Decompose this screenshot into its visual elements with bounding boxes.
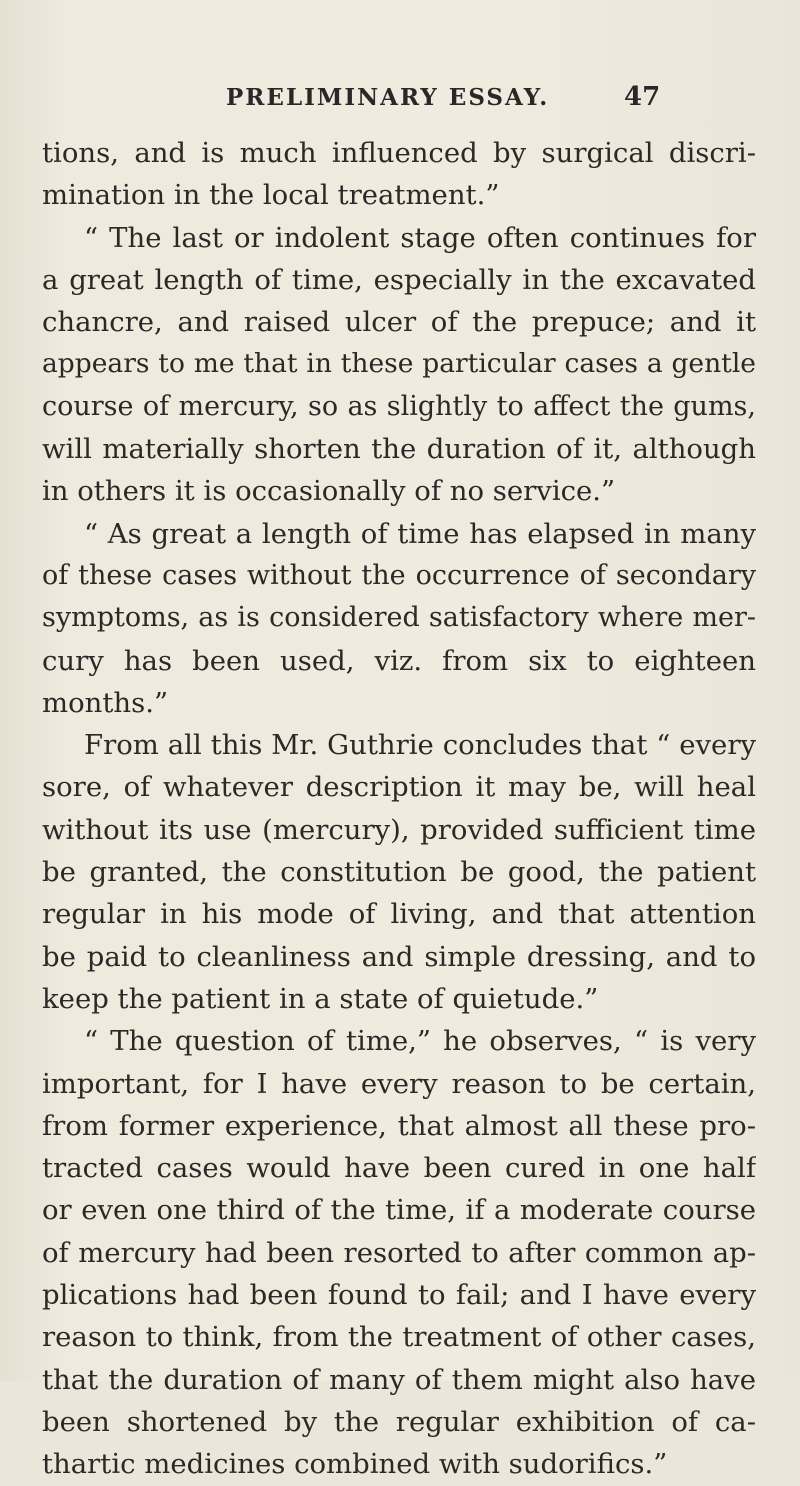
text-line: important, for I have every reason to be certain, <box>42 1067 756 1100</box>
text-line: of these cases without the occurrence of secondary <box>42 559 756 591</box>
text-line: been shortened by the regular exhibition of ca- <box>42 1405 756 1438</box>
text-line: “ The question of time,” he observes, “ is very <box>84 1025 756 1058</box>
text-line: thartic medicines combined with sudorifics.” <box>42 1448 668 1481</box>
text-line: without its use (mercury), provided sufficient time <box>42 813 756 846</box>
text-line: from former experience, that almost all these pro- <box>42 1109 756 1142</box>
text-line: course of mercury, so as slightly to affect the gums, <box>42 390 756 422</box>
text-line: months.” <box>42 686 169 719</box>
text-line: will materially shorten the duration of it, although <box>42 433 756 466</box>
text-line: regular in his mode of living, and that attention <box>42 898 756 931</box>
text-line: “ The last or indolent stage often continues for <box>84 221 756 254</box>
text-line: mination in the local treatment.” <box>42 179 500 212</box>
text-line: be granted, the constitution be good, the patient <box>42 856 756 889</box>
text-line: “ As great a length of time has elapsed in many <box>84 517 756 550</box>
text-line: cury has been used, viz. from six to eighteen <box>42 644 756 677</box>
running-title: PRELIMINARY ESSAY. <box>226 84 550 111</box>
text-line: sore, of whatever description it may be, will heal <box>42 771 756 804</box>
text-line: that the duration of many of them might also have <box>42 1363 756 1396</box>
text-line: plications had been found to fail; and I have every <box>42 1279 756 1312</box>
page-number: 47 <box>624 82 661 112</box>
text-line: tions, and is much influenced by surgical discri- <box>42 137 756 169</box>
text-line: symptoms, as is considered satisfactory where mer- <box>42 602 756 634</box>
text-line: keep the patient in a state of quietude.” <box>42 982 599 1015</box>
running-head <box>0 80 800 120</box>
text-line: chancre, and raised ulcer of the prepuce; and it <box>42 306 756 339</box>
text-line: or even one third of the time, if a moderate course <box>42 1194 756 1227</box>
text-line: tracted cases would have been cured in one half <box>42 1152 756 1185</box>
text-line: in others it is occasionally of no service.” <box>42 475 616 508</box>
text-line: be paid to cleanliness and simple dressing, and to <box>42 940 756 973</box>
text-line: appears to me that in these particular cases a gentle <box>42 348 756 380</box>
text-line: of mercury had been resorted to after common ap- <box>42 1236 756 1269</box>
text-line: a great length of time, especially in the excavated <box>42 263 756 296</box>
body-text <box>42 132 756 1486</box>
text-line: reason to think, from the treatment of other cases, <box>42 1321 756 1354</box>
text-line: From all this Mr. Guthrie concludes that “ every <box>84 729 756 762</box>
